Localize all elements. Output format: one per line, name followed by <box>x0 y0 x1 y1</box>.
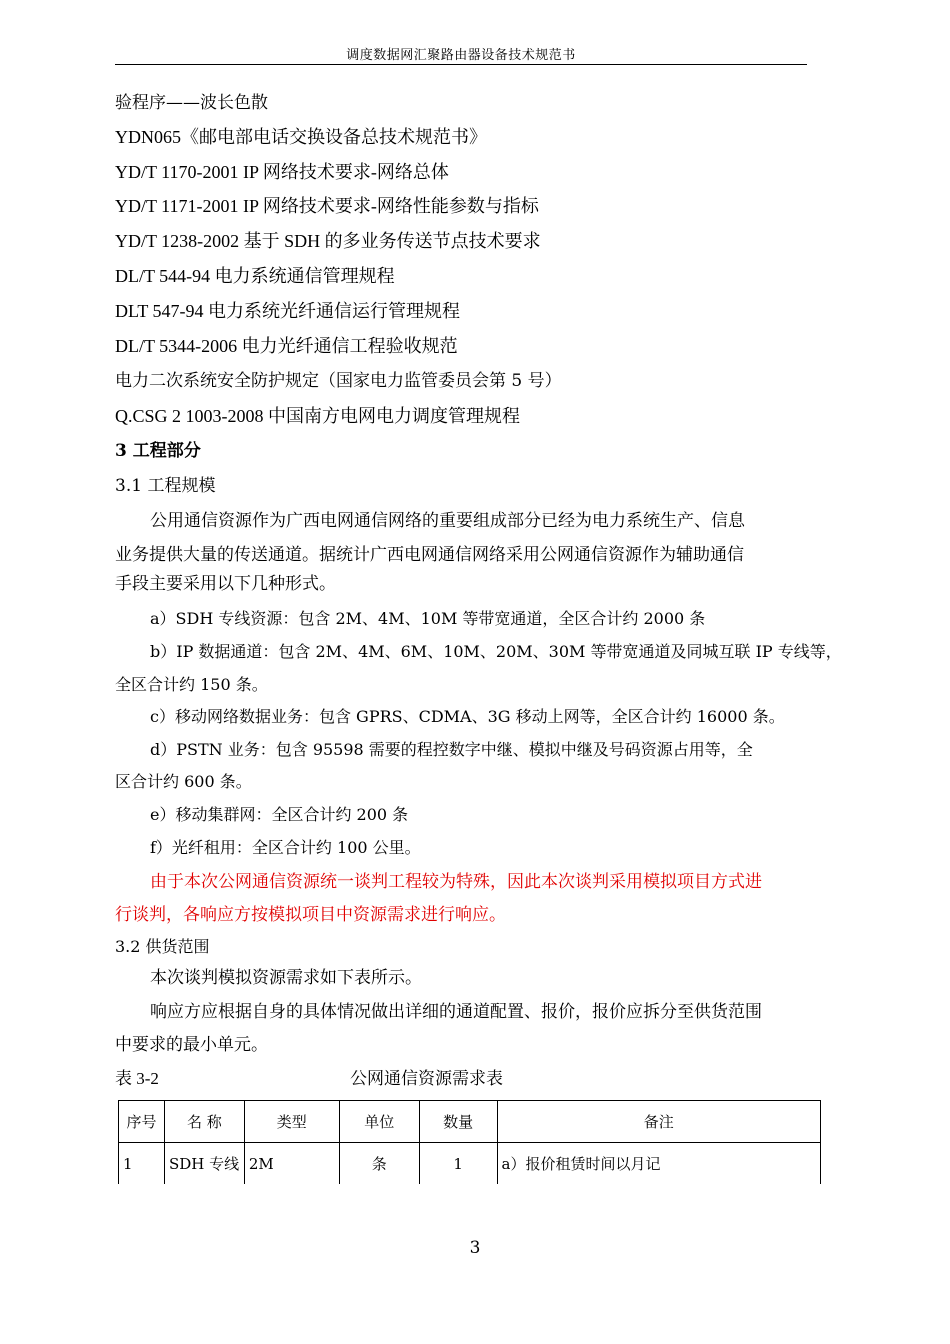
list-item: f）光纤租用：全区合计约 100 公里。 <box>150 838 421 857</box>
list-item: c）移动网络数据业务：包含 GPRS、CDMA、3G 移动上网等，全区合计约 16000 条。 <box>150 707 785 726</box>
requirements-table <box>118 1100 821 1184</box>
paragraph-line: 响应方应根据自身的具体情况做出详细的通道配置、报价，报价应拆分至供货范围 <box>150 1002 762 1022</box>
table-row <box>119 1143 821 1185</box>
header-rule <box>115 64 807 65</box>
table-cell: SDH 专线 <box>164 1143 244 1185</box>
header-cell: 类型 <box>244 1101 339 1143</box>
list-item: d）PSTN 业务：包含 95598 需要的程控数字中继、模拟中继及号码资源占用等，全 <box>150 740 753 759</box>
standard-line: YDN065《邮电部电话交换设备总技术规范书》 <box>115 127 487 147</box>
page-number: 3 <box>469 1238 481 1258</box>
table-caption: 公网通信资源需求表 <box>350 1069 503 1089</box>
list-item: 全区合计约 150 条。 <box>115 675 268 694</box>
paragraph-line: 中要求的最小单元。 <box>115 1035 268 1055</box>
standard-line: DL/T 544-94 电力系统通信管理规程 <box>115 266 395 286</box>
header-cell: 数量 <box>419 1101 497 1143</box>
subsection-heading: 3.1 工程规模 <box>115 476 216 496</box>
header-cell: 序号 <box>119 1101 165 1143</box>
table-cell: a）报价租赁时间以月记 <box>497 1143 820 1185</box>
table-number: 表 3-2 <box>115 1069 159 1088</box>
standard-line: DLT 547-94 电力系统光纤通信运行管理规程 <box>115 301 461 321</box>
section-heading: 3 工程部分 <box>115 441 201 461</box>
header-cell: 备注 <box>497 1101 820 1143</box>
table-cell: 1 <box>119 1143 165 1185</box>
paragraph-line: 手段主要采用以下几种形式。 <box>115 574 336 594</box>
standard-line: YD/T 1170-2001 IP 网络技术要求-网络总体 <box>115 162 449 182</box>
paragraph-line: 本次谈判模拟资源需求如下表所示。 <box>150 968 422 988</box>
paragraph-line: 公用通信资源作为广西电网通信网络的重要组成部分已经为电力系统生产、信息 <box>150 511 745 531</box>
standard-line: YD/T 1171-2001 IP 网络技术要求-网络性能参数与指标 <box>115 196 539 216</box>
table-cell: 条 <box>339 1143 419 1185</box>
standard-line: DL/T 5344-2006 电力光纤通信工程验收规范 <box>115 336 458 356</box>
standard-line: 验程序——波长色散 <box>115 93 268 113</box>
list-item: 区合计约 600 条。 <box>115 772 252 791</box>
list-item: b）IP 数据通道：包含 2M、4M、6M、10M、20M、30M 等带宽通道及同城互联 IP 专线等， <box>150 642 842 661</box>
table-cell: 1 <box>419 1143 497 1185</box>
standard-line: Q.CSG 2 1003-2008 中国南方电网电力调度管理规程 <box>115 406 521 426</box>
table-cell: 2M <box>244 1143 339 1185</box>
header-cell: 单位 <box>339 1101 419 1143</box>
list-item: e）移动集群网：全区合计约 200 条 <box>150 805 409 824</box>
standard-line: YD/T 1238-2002 基于 SDH 的多业务传送节点技术要求 <box>115 231 541 251</box>
standard-line: 电力二次系统安全防护规定（国家电力监管委员会第 5 号） <box>115 371 562 391</box>
header-cell: 名 称 <box>164 1101 244 1143</box>
running-header: 调度数据网汇聚路由器设备技术规范书 <box>346 48 576 63</box>
paragraph-line: 业务提供大量的传送通道。据统计广西电网通信网络采用公网通信资源作为辅助通信 <box>115 545 744 565</box>
list-item: a）SDH 专线资源：包含 2M、4M、10M 等带宽通道，全区合计约 2000 条 <box>150 609 706 628</box>
subsection-heading: 3.2 供货范围 <box>115 937 210 956</box>
red-notice-line: 行谈判，各响应方按模拟项目中资源需求进行响应。 <box>115 905 506 925</box>
table-header-row <box>119 1101 821 1143</box>
red-notice-line: 由于本次公网通信资源统一谈判工程较为特殊，因此本次谈判采用模拟项目方式进 <box>150 872 762 892</box>
